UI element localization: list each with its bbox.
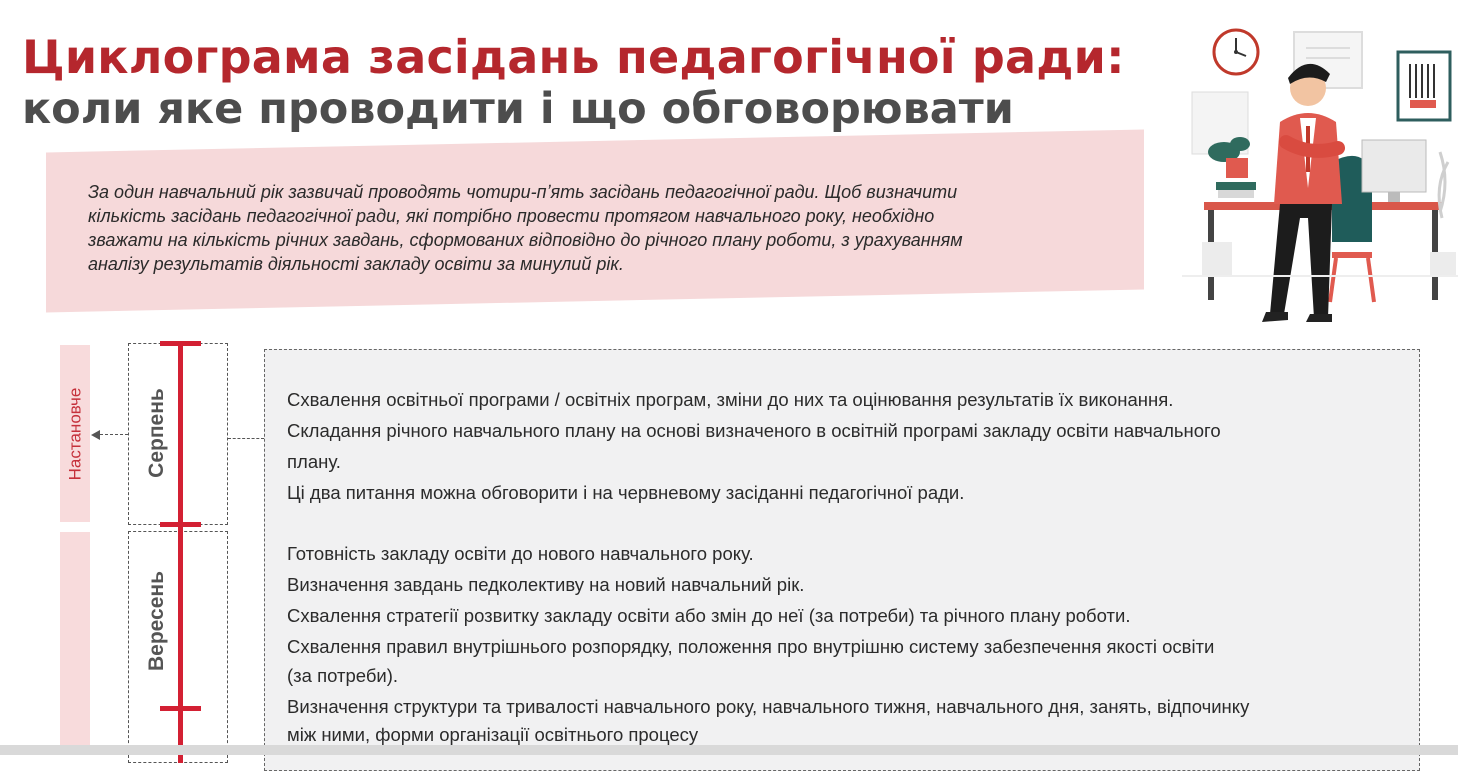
month-label-text: Вересень bbox=[145, 570, 168, 672]
picture-icon bbox=[1398, 52, 1450, 120]
teacher-illustration bbox=[1182, 22, 1458, 332]
intro-line: кількість засідань педагогічної ради, які потрібно провести протягом навчального року, необхідно bbox=[88, 206, 935, 226]
agenda-item: Визначення завдань педколективу на новий навчальний рік. bbox=[287, 574, 805, 595]
agenda-item: між ними, форми організації освітнього процесу bbox=[287, 724, 699, 745]
agenda-item: Схвалення правил внутрішнього розпорядку, положення про внутрішню систему забезпечення якості освіти bbox=[287, 636, 1215, 657]
bottom-scroll-edge bbox=[0, 745, 1458, 755]
intro-line: За один навчальний рік зазвичай проводять чотири-пʼять засідань педагогічної ради. Щоб визначити bbox=[88, 182, 958, 202]
stage-band-next bbox=[60, 532, 90, 752]
connector-stage bbox=[100, 434, 128, 435]
connector-content bbox=[228, 438, 264, 439]
clock-icon bbox=[1214, 30, 1258, 74]
stage-label bbox=[60, 345, 90, 522]
arrow-left-icon bbox=[91, 430, 100, 440]
intro-line: аналізу результатів діяльності закладу освіти за минулий рік. bbox=[88, 254, 624, 274]
page-title: Циклограма засідань педагогічної ради: bbox=[22, 30, 1125, 84]
timeline-tick bbox=[160, 522, 201, 527]
agenda-item: Складання річного навчального плану на основі визначеного в освітній програмі закладу освіти навчального bbox=[287, 420, 1221, 441]
page-subtitle: коли яке проводити і що обговорювати bbox=[22, 84, 1014, 134]
agenda-item: Схвалення стратегії розвитку закладу освіти або змін до неї (за потреби) та річного плану роботи. bbox=[287, 605, 1131, 626]
agenda-item: Ці два питання можна обговорити і на червневому засіданні педагогічної ради. bbox=[287, 482, 965, 503]
timeline-tick bbox=[160, 341, 201, 346]
person-icon bbox=[1262, 64, 1342, 322]
stage-label-text: Настановче bbox=[65, 387, 85, 480]
intro-callout bbox=[88, 180, 1118, 276]
timeline-line bbox=[178, 343, 183, 763]
agenda-item: Схвалення освітньої програми / освітніх програм, зміни до них та оцінювання результатів їх виконання. bbox=[287, 389, 1174, 410]
agenda-item: Готовність закладу освіти до нового навчального року. bbox=[287, 543, 754, 564]
agenda-item: Визначення структури та тривалості навчального року, навчального тижня, навчального дня, занять, відпочинку bbox=[287, 696, 1250, 717]
agenda-item: плану. bbox=[287, 451, 341, 472]
timeline-tick bbox=[160, 706, 201, 711]
month-label-text: Серпень bbox=[145, 388, 169, 478]
intro-line: зважати на кількість річних завдань, сформованих відповідно до річного плану роботи, з урахуванням bbox=[88, 230, 963, 250]
monitor-icon bbox=[1362, 140, 1426, 192]
agenda-item: (за потреби). bbox=[287, 665, 399, 686]
